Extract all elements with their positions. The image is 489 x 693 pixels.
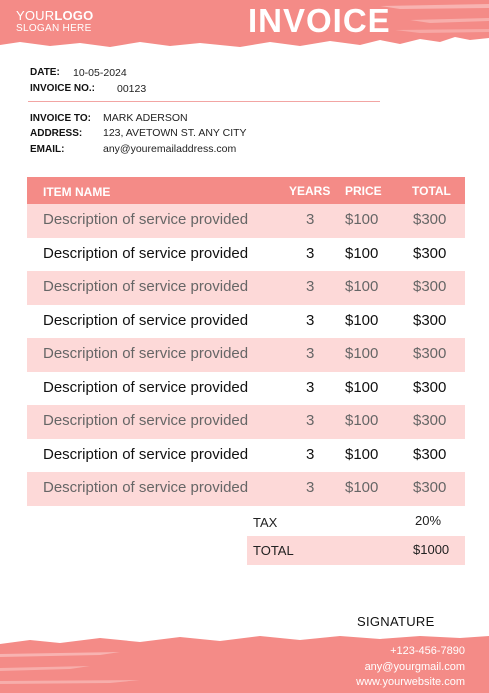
cell-item-name: Description of service provided	[43, 311, 249, 329]
cell-total: $300	[413, 345, 447, 362]
logo-text-light: YOUR	[16, 8, 55, 23]
cell-item-name: Description of service provided	[43, 412, 249, 429]
address-label: ADDRESS:	[30, 128, 83, 139]
cell-years: 3	[306, 278, 315, 295]
date-value: 10-05-2024	[73, 67, 127, 79]
header-item-name: ITEM NAME	[43, 185, 111, 199]
footer-website: www.yourwebsite.com	[356, 676, 465, 688]
signature-label: SIGNATURE	[357, 614, 435, 629]
header-years: YEARS	[289, 184, 331, 198]
cell-total: $300	[413, 211, 447, 228]
cell-item-name: Description of service provided	[43, 211, 249, 228]
invoice-to-value: MARK ADERSON	[103, 112, 188, 124]
table-row	[27, 472, 465, 506]
invoice-number-label: INVOICE NO.:	[30, 83, 96, 94]
table-row	[27, 338, 465, 372]
cell-years: 3	[306, 211, 315, 228]
cell-total: $300	[413, 311, 447, 329]
cell-years: 3	[306, 412, 315, 429]
cell-item-name: Description of service provided	[43, 345, 249, 362]
cell-total: $300	[413, 412, 447, 429]
cell-years: 3	[306, 345, 315, 362]
cell-total: $300	[413, 445, 447, 463]
tax-label: TAX	[253, 515, 278, 530]
total-value: $1000	[413, 542, 450, 557]
footer-email: any@yourgmail.com	[364, 661, 465, 673]
cell-item-name: Description of service provided	[43, 445, 249, 463]
cell-price: $100	[345, 445, 379, 463]
cell-years: 3	[306, 378, 315, 396]
table-row	[27, 204, 465, 238]
table-row	[27, 238, 465, 272]
header-price: PRICE	[345, 184, 382, 198]
table-row	[27, 271, 465, 305]
cell-price: $100	[345, 412, 379, 429]
cell-years: 3	[306, 244, 315, 262]
cell-years: 3	[306, 445, 315, 463]
cell-years: 3	[306, 479, 315, 496]
logo-text-bold: LOGO	[54, 8, 94, 23]
tax-value: 20%	[415, 513, 442, 528]
total-box	[247, 536, 465, 565]
address-value: 123, AVETOWN ST. ANY CITY	[103, 127, 247, 139]
header-total: TOTAL	[412, 184, 451, 198]
table-header	[27, 177, 465, 204]
date-label: DATE:	[30, 67, 60, 78]
table-row	[27, 439, 465, 473]
email-value: any@youremailaddress.com	[103, 143, 237, 155]
cell-total: $300	[413, 244, 447, 262]
cell-price: $100	[345, 311, 379, 329]
cell-price: $100	[345, 479, 379, 496]
invoice-title: INVOICE	[248, 2, 391, 39]
cell-total: $300	[413, 278, 447, 295]
cell-item-name: Description of service provided	[43, 378, 249, 396]
invoice-number-value: 00123	[117, 83, 147, 95]
cell-price: $100	[345, 211, 379, 228]
cell-total: $300	[413, 479, 447, 496]
invoice-to-label: INVOICE TO:	[30, 113, 91, 124]
email-label: EMAIL:	[30, 144, 65, 155]
section-divider	[28, 101, 380, 102]
table-row	[27, 372, 465, 406]
cell-price: $100	[345, 278, 379, 295]
cell-item-name: Description of service provided	[43, 244, 249, 262]
cell-price: $100	[345, 345, 379, 362]
cell-price: $100	[345, 244, 379, 262]
cell-price: $100	[345, 378, 379, 396]
items-table	[27, 177, 465, 506]
total-label: TOTAL	[253, 543, 294, 558]
table-row	[27, 405, 465, 439]
company-logo	[16, 8, 93, 23]
company-slogan: SLOGAN HERE	[16, 23, 92, 34]
table-row	[27, 305, 465, 339]
footer-phone: +123-456-7890	[390, 645, 465, 657]
cell-item-name: Description of service provided	[43, 479, 249, 496]
cell-total: $300	[413, 378, 447, 396]
cell-item-name: Description of service provided	[43, 278, 249, 295]
cell-years: 3	[306, 311, 315, 329]
table-body	[27, 204, 465, 506]
